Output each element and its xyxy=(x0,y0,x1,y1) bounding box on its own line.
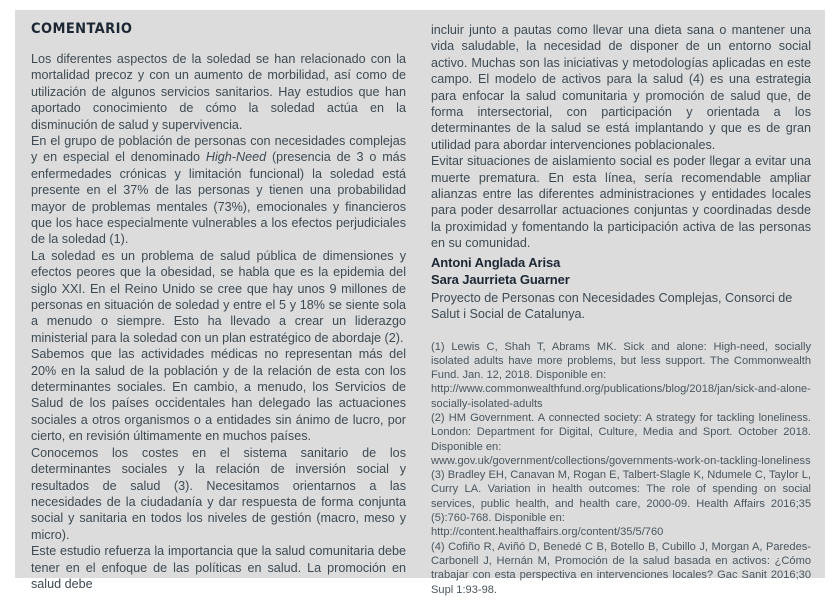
reference-item: (4) Cofiño R, Aviñó D, Benedé C B, Botello B, Cubillo J, Morgan A, Paredes-Carbonell J, Hernán M, Promoción de la salud basada en activos: ¿Cómo trabajar con esta perspectiva en intervenciones locales? Gac Sanit 2016;30 Supl 1:93-98. xyxy=(431,540,811,596)
left-paragraph-4: Sabemos que las actividades médicas no representan más del 20% en la salud de la población y de la relación de esta con los determinantes sociales. En cambio, a menudo, los Servicios de Salud de los países occidentales han delegado las actuaciones sociales a otros organismos o a entidades sin ánimo de lucro, por cierto, en revisión últimamente en muchos países. xyxy=(31,347,406,444)
left-paragraph-3: La soledad es un problema de salud pública de dimensiones y efectos peores que la obesidad, se habla que es la epidemia del siglo XXI. En el Reino Unido se cree que hay unos 9 millones de personas en situación de soledad y entre el 5 y 18% se siente sola a menudo o siempre. Esto ha llevado a crear un liderazgo ministerial para la soledad con un plan estratégico de abordaje (2). xyxy=(31,248,406,345)
reference-item: (2) HM Government. A connected society: A strategy for tackling loneliness. London: Department for Digital, Culture, Media and Sport. October 2018. Disponible en: xyxy=(431,411,811,453)
left-paragraph-1: Los diferentes aspectos de la soledad se han relacionado con la mortalidad precoz y con un aumento de morbilidad, así como de utilización de algunos servicios sanitarios. Hay estudios que han aportado conocimiento de cómo la soledad actúa en la disminución de salud y supervivencia. xyxy=(31,51,406,132)
reference-item-url[interactable]: http://content.healthaffairs.org/content/35/5/760 xyxy=(431,526,664,539)
reference-item: (1) Lewis C, Shah T, Abrams MK. Sick and alone: High-need, socially isolated adults have more problems, but less support. The Commonwealth Fund. Jan. 12, 2018. Disponible en: xyxy=(431,340,811,382)
right-paragraph-1: incluir junto a pautas como llevar una dieta sana o mantener una vida saludable, la necesidad de disponer de un entorno social activo. Muchas son las iniciativas y metodologías aplicadas en este campo. El modelo de activos para la salud (4) es una estrategia para enfocar la salud comunitaria y promoción de salud que, de forma intersectorial, con participación y orientada a los determinantes de la salud se está implantando y que es de gran utilidad para abordar intervenciones poblacionales. xyxy=(431,23,811,152)
reference-item: (3) Bradley EH, Canavan M, Rogan E, Talbert-Slagle K, Ndumele C, Taylor L, Curry LA. Variation in health outcomes: The role of spending on social services, public health, and health care, 2000-09. Health Affairs 2016;35 (5):760-768. Disponible en: xyxy=(431,469,811,525)
two-column-layout xyxy=(31,21,811,596)
left-paragraph-2 xyxy=(31,133,406,248)
page-title: COMENTARIO xyxy=(31,21,133,37)
author-name-1: Antoni Anglada Arisa xyxy=(431,254,561,270)
reference-list xyxy=(431,340,811,597)
right-column xyxy=(431,22,811,596)
author-affiliation: Proyecto de Personas con Necesidades Complejas, Consorci de Salut i Social de Catalunya. xyxy=(431,290,793,322)
left-column xyxy=(31,21,406,591)
reference-item-url[interactable]: www.gov.uk/government/collections/governments-work-on-tackling-loneliness xyxy=(431,454,811,467)
author-name-2: Sara Jaurrieta Guarner xyxy=(431,271,570,287)
left-paragraph-2-text: En el grupo de población de personas con necesidades complejas y en especial el denominado High-Need (presencia de 3 o más enfermedades crónicas y limitación funcional) la soledad está presente en el 37% de las personas y tienen una probabilidad mayor de problemas mentales (73%), emocionales y financieros que los hace especialmente vulnerables a los efectos perjudiciales de la soledad (1). xyxy=(31,133,406,247)
emphasized-term: High-Need xyxy=(205,150,267,165)
right-paragraph-2: Evitar situaciones de aislamiento social es poder llegar a evitar una muerte prematura. En esta línea, sería recomendable ampliar alianzas entre las diferentes administraciones y entidades locales para poder desarrollar actuaciones conjuntas y coordinadas desde la proximidad y fomentando la participación activa de las personas en su comunidad. xyxy=(431,154,811,251)
left-paragraph-6: Este estudio refuerza la importancia que la salud comunitaria debe tener en el enfoque de las políticas en salud. La promoción en salud debe xyxy=(31,544,406,591)
left-paragraph-5: Conocemos los costes en el sistema sanitario de los determinantes sociales y la relación de inversión social y resultados de salud (3). Necesitamos orientarnos a las necesidades de la ciudadanía y dar respuesta de forma conjunta social y sanitaria en todos los niveles de gestión (macro, meso y micro). xyxy=(31,445,406,542)
author-block xyxy=(431,252,811,288)
comment-article-panel xyxy=(15,10,825,596)
reference-item-url[interactable]: http://www.commonwealthfund.org/publications/blog/2018/jan/sick-and-alone-socially-isolated-adults xyxy=(431,383,811,410)
